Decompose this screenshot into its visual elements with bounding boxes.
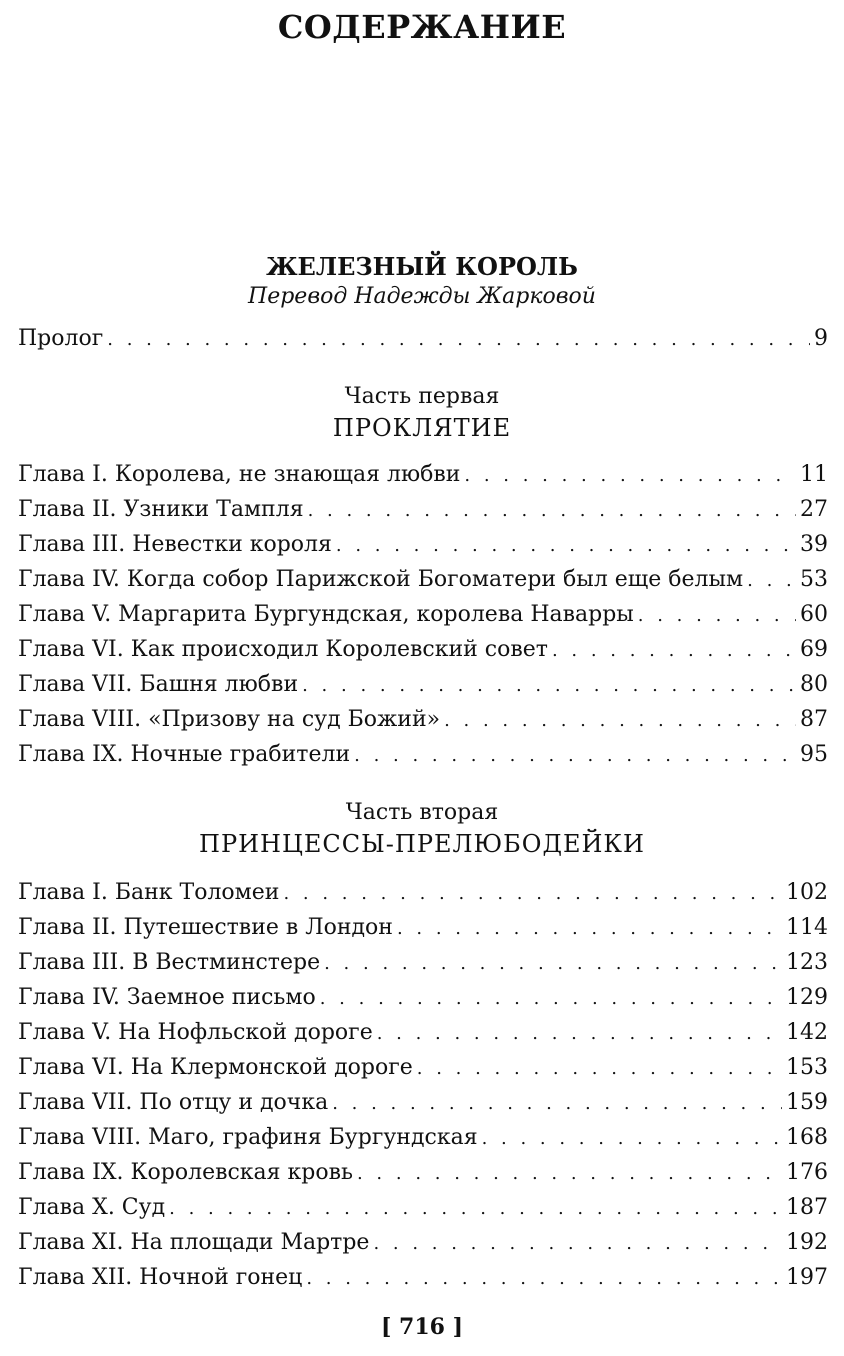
dot-leader — [482, 1124, 782, 1154]
contents-heading: СОДЕРЖАНИЕ — [277, 8, 567, 46]
toc-entry-title: Глава I. Банк Толомеи — [18, 880, 280, 905]
toc-entry-page: 87 — [800, 707, 828, 732]
toc-entry-title: Пролог — [18, 326, 104, 351]
toc-entry-title: Глава IV. Заемное письмо — [18, 985, 316, 1010]
part-label: Часть вторая — [345, 800, 499, 825]
toc-entry-page: 80 — [800, 672, 828, 697]
toc-entry-page: 27 — [800, 497, 828, 522]
dot-leader — [332, 1089, 782, 1119]
toc-entry — [18, 1053, 828, 1083]
toc-entry-page: 192 — [786, 1230, 828, 1255]
toc-entry-page: 197 — [786, 1265, 828, 1290]
toc-entry-title: Глава IV. Когда собор Парижской Богоматери был еще белым — [18, 567, 744, 592]
toc-entry — [18, 878, 828, 908]
dot-leader — [302, 671, 796, 701]
toc-entry-page: 123 — [786, 950, 828, 975]
toc-entry — [18, 1228, 828, 1258]
toc-entry — [18, 530, 828, 560]
toc-entry-title: Глава II. Узники Тампля — [18, 497, 304, 522]
toc-entry — [18, 983, 828, 1013]
part-title: ПРИНЦЕССЫ-ПРЕЛЮБОДЕЙКИ — [199, 830, 645, 858]
toc-entry-title: Глава IX. Королевская кровь — [18, 1160, 353, 1185]
dot-leader — [320, 984, 782, 1014]
toc-entry — [18, 913, 828, 943]
toc-entry — [18, 635, 828, 665]
toc-entry-page: 9 — [814, 326, 828, 351]
dot-leader — [308, 496, 796, 526]
page-number: [ 716 ] — [380, 1314, 464, 1340]
dot-leader — [397, 914, 782, 944]
toc-entry-page: 142 — [786, 1020, 828, 1045]
dot-leader — [373, 1229, 782, 1259]
dot-leader — [324, 949, 782, 979]
toc-entry-page: 60 — [800, 602, 828, 627]
toc-entry-page: 153 — [786, 1055, 828, 1080]
toc-entry-page: 176 — [786, 1160, 828, 1185]
toc-entry — [18, 740, 828, 770]
toc-entry-page: 69 — [800, 637, 828, 662]
toc-entry-page: 53 — [800, 567, 828, 592]
toc-entry — [18, 600, 828, 630]
toc-entry-title: Глава VI. На Клермонской дороге — [18, 1055, 413, 1080]
toc-entry — [18, 1263, 828, 1293]
toc-entry-page: 159 — [786, 1090, 828, 1115]
toc-entry-title: Глава X. Суд — [18, 1195, 166, 1220]
toc-entry-title: Глава VIII. «Призову на суд Божий» — [18, 707, 441, 732]
toc-entry-title: Глава I. Королева, не знающая любви — [18, 462, 461, 487]
dot-leader — [357, 1159, 782, 1189]
toc-entry-page: 187 — [786, 1195, 828, 1220]
toc-entry-title: Глава III. Невестки короля — [18, 532, 332, 557]
toc-entry — [18, 705, 828, 735]
toc-entry-title: Глава V. Маргарита Бургундская, королева Наварры — [18, 602, 634, 627]
toc-entry-page: 39 — [800, 532, 828, 557]
dot-leader — [107, 325, 810, 355]
toc-entry — [18, 1193, 828, 1223]
toc-entry-page: 114 — [786, 915, 828, 940]
toc-entry-page: 102 — [786, 880, 828, 905]
toc-entry — [18, 670, 828, 700]
dot-leader — [169, 1194, 782, 1224]
dot-leader — [638, 601, 796, 631]
toc-entry — [18, 948, 828, 978]
toc-entry — [18, 1088, 828, 1118]
toc-entry-prologue — [18, 324, 828, 354]
book-title: ЖЕЛЕЗНЫЙ КОРОЛЬ — [266, 252, 578, 281]
dot-leader — [377, 1019, 782, 1049]
toc-entry-page: 11 — [800, 462, 828, 487]
dot-leader — [354, 741, 796, 771]
dot-leader — [283, 879, 782, 909]
dot-leader — [444, 706, 796, 736]
dot-leader — [747, 566, 796, 596]
toc-entry — [18, 565, 828, 595]
toc-entry-page: 129 — [786, 985, 828, 1010]
toc-entry — [18, 495, 828, 525]
toc-entry-title: Глава XI. На площади Мартре — [18, 1230, 370, 1255]
dot-leader — [336, 531, 796, 561]
toc-entry — [18, 1123, 828, 1153]
dot-leader — [417, 1054, 782, 1084]
toc-entry — [18, 460, 828, 490]
part-label: Часть первая — [344, 384, 500, 409]
dot-leader — [552, 636, 796, 666]
toc-entry-page: 168 — [786, 1125, 828, 1150]
toc-entry — [18, 1018, 828, 1048]
toc-entry-title: Глава XII. Ночной гонец — [18, 1265, 303, 1290]
toc-entry-title: Глава VII. Башня любви — [18, 672, 299, 697]
toc-entry-title: Глава VI. Как происходил Королевский совет — [18, 637, 548, 662]
toc-entry-title: Глава V. На Нофльской дороге — [18, 1020, 373, 1045]
dot-leader — [306, 1264, 782, 1294]
toc-entry-title: Глава III. В Вестминстере — [18, 950, 321, 975]
toc-entry-title: Глава VIII. Маго, графиня Бургундская — [18, 1125, 478, 1150]
toc-entry-title: Глава IX. Ночные грабители — [18, 742, 351, 767]
toc-entry-title: Глава VII. По отцу и дочка — [18, 1090, 329, 1115]
toc-entry — [18, 1158, 828, 1188]
part-title: ПРОКЛЯТИЕ — [332, 414, 512, 442]
toc-entry-title: Глава II. Путешествие в Лондон — [18, 915, 393, 940]
dot-leader — [464, 461, 796, 491]
toc-entry-page: 95 — [800, 742, 828, 767]
translator-credit: Перевод Надежды Жарковой — [248, 284, 596, 309]
